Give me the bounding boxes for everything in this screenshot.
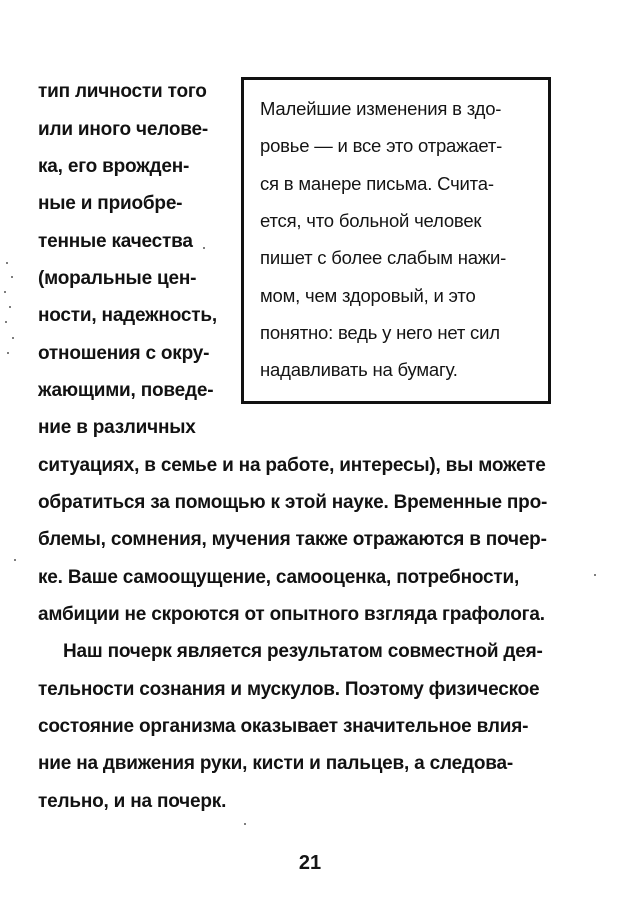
paragraph-line: Наш почерк является результатом совместной дея- [63,641,543,662]
scan-speck [5,321,7,323]
callout-line: понятно: ведь у него нет сил [260,322,500,343]
callout-box [241,77,551,404]
paragraph-line: обратиться за помощью к этой науке. Временные про- [38,492,548,513]
paragraph-line: ке. Ваше самоощущение, самооценка, потребности, [38,567,520,588]
paragraph-line: амбиции не скроются от опытного взгляда графолога. [38,604,545,625]
left-column-line: жающими, поведе- [38,380,214,401]
callout-line: ровье — и все это отражает- [260,135,503,156]
paragraph-line: состояние организма оказывает значительное влия- [38,716,529,737]
left-column-line: тип личности того [38,81,207,102]
scan-speck [7,352,9,354]
callout-line: мом, чем здоровый, и это [260,285,476,306]
scan-speck [4,291,6,293]
callout-line: ется, что больной человек [260,210,482,231]
scan-speck [594,574,596,576]
paragraph-line: блемы, сомнения, мучения также отражаются в почер- [38,529,547,550]
callout-line: ся в манере письма. Счита- [260,173,494,194]
callout-line: надавливать на бумагу. [260,359,458,380]
page-number: 21 [298,852,322,874]
paragraph-line: ситуациях, в семье и на работе, интересы), вы можете [38,455,546,476]
left-column-line: ные и приобре- [38,193,183,214]
scan-speck [12,337,14,339]
scan-speck [244,823,246,825]
left-column-line: ние в различных [38,417,196,438]
left-column-line: (моральные цен- [38,268,197,289]
paragraph-line: тельности сознания и мускулов. Поэтому физическое [38,679,540,700]
callout-line: пишет с более слабым нажи- [260,247,507,268]
left-column-line: ка, его врожден- [38,156,190,177]
paragraph-line: тельно, и на почерк. [38,791,227,812]
scan-speck [11,276,13,278]
scan-speck [9,306,11,308]
paragraph-line: ние на движения руки, кисти и пальцев, а следова- [38,753,513,774]
scan-speck [203,247,205,249]
left-column-line: тенные качества [38,231,193,252]
left-column-line: отношения с окру- [38,343,210,364]
left-column-line: или иного челове- [38,119,208,140]
left-column-line: ности, надежность, [38,305,217,326]
scan-speck [14,559,16,561]
scan-speck [6,262,8,264]
callout-line: Малейшие изменения в здо- [260,98,502,119]
